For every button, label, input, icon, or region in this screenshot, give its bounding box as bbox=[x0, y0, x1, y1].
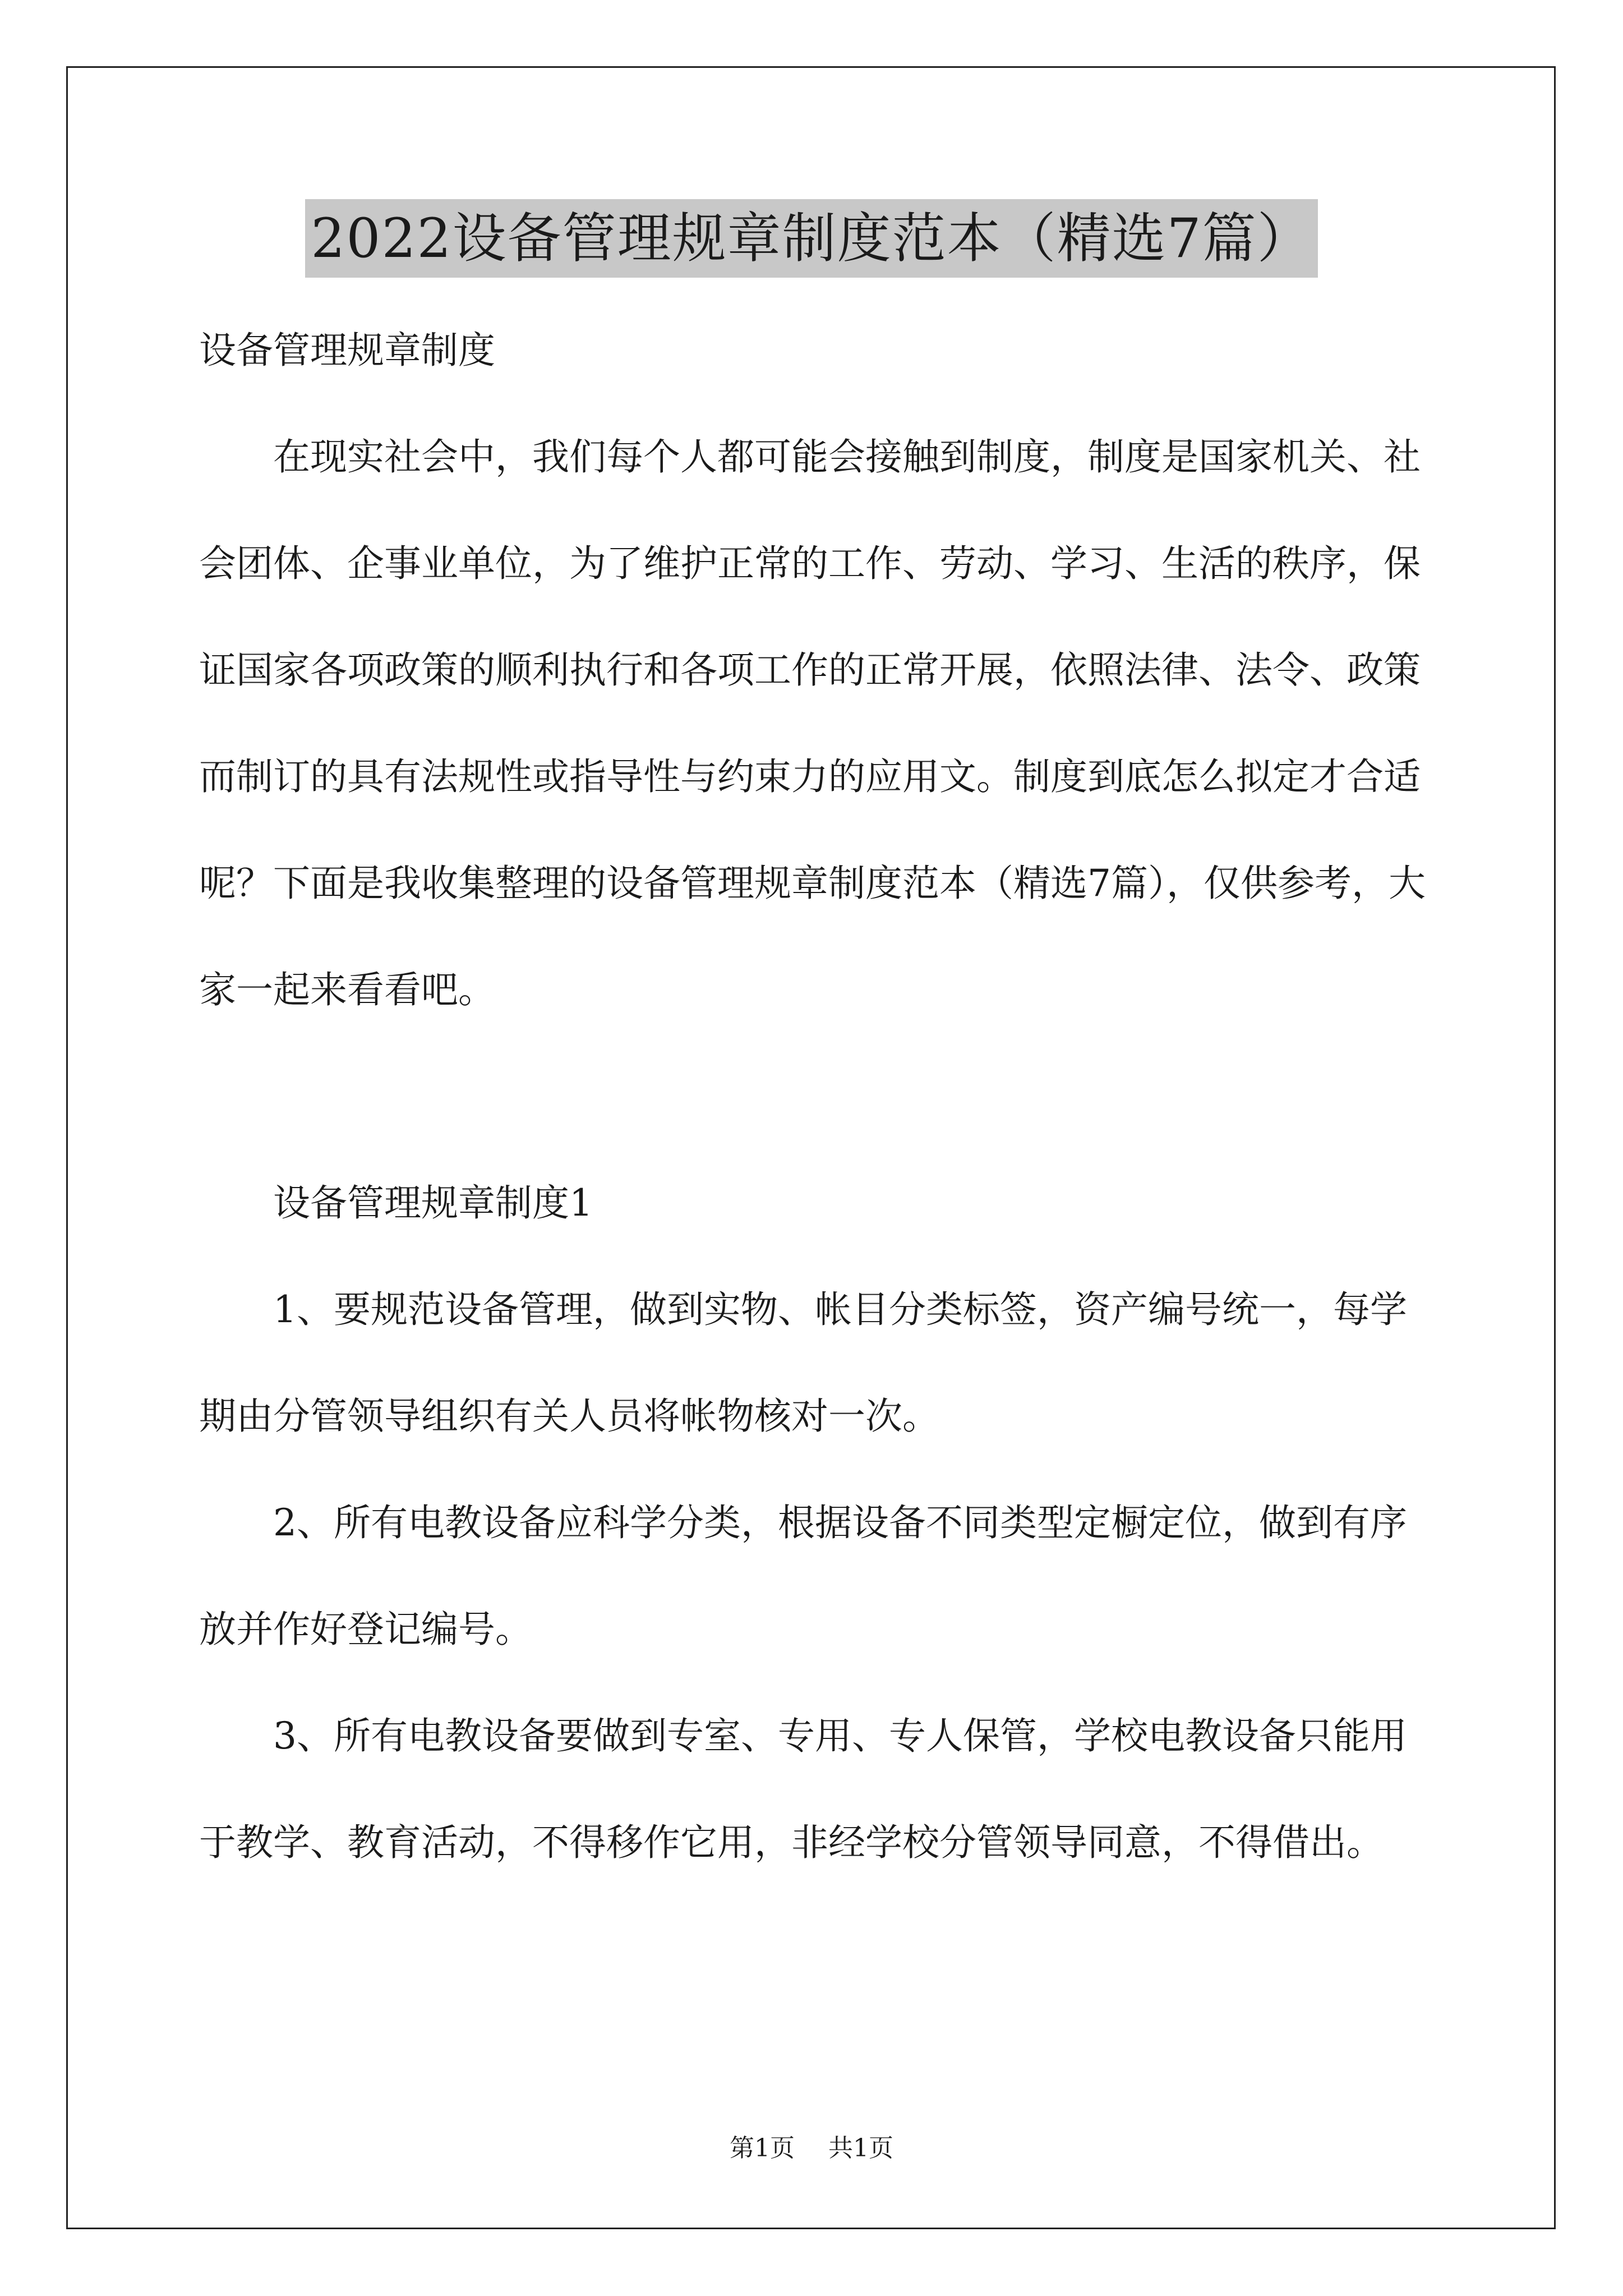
list-item: 3、所有电教设备要做到专室、专用、专人保管，学校电教设备只能用于教学、教育活动，不得移作它用，非经学校分管领导同意，不得借出。 bbox=[199, 1714, 1407, 1864]
page-footer bbox=[0, 2132, 1623, 2165]
document-title: 2022设备管理规章制度范本（精选7篇） bbox=[305, 199, 1317, 278]
page-total: 共1页 bbox=[828, 2134, 893, 2162]
document-subtitle: 设备管理规章制度 bbox=[199, 329, 495, 372]
intro-paragraph: 在现实社会中，我们每个人都可能会接触到制度，制度是国家机关、社会团体、企事业单位，为了维护正常的工作、劳动、学习、生活的秩序，保证国家各项政策的顺利执行和各项工作的正常开展，依照法律、法令、政策而制订的具有法规性或指导性与约束力的应用文。制度到底怎么拟定才合适呢？下面是我收集整理的设备管理规章制度范本（精选7篇），仅供参考，大家一起来看看吧。 bbox=[199, 435, 1426, 1011]
section-heading: 设备管理规章制度1 bbox=[273, 1181, 593, 1225]
list-item: 1、要规范设备管理，做到实物、帐目分类标签，资产编号统一，每学期由分管领导组织有关人员将帐物核对一次。 bbox=[199, 1288, 1407, 1438]
document-body bbox=[199, 297, 1438, 1896]
list-item: 2、所有电教设备应科学分类，根据设备不同类型定橱定位，做到有序放并作好登记编号。 bbox=[199, 1501, 1407, 1651]
page-number: 第1页 bbox=[730, 2134, 795, 2162]
title-container bbox=[0, 199, 1623, 278]
